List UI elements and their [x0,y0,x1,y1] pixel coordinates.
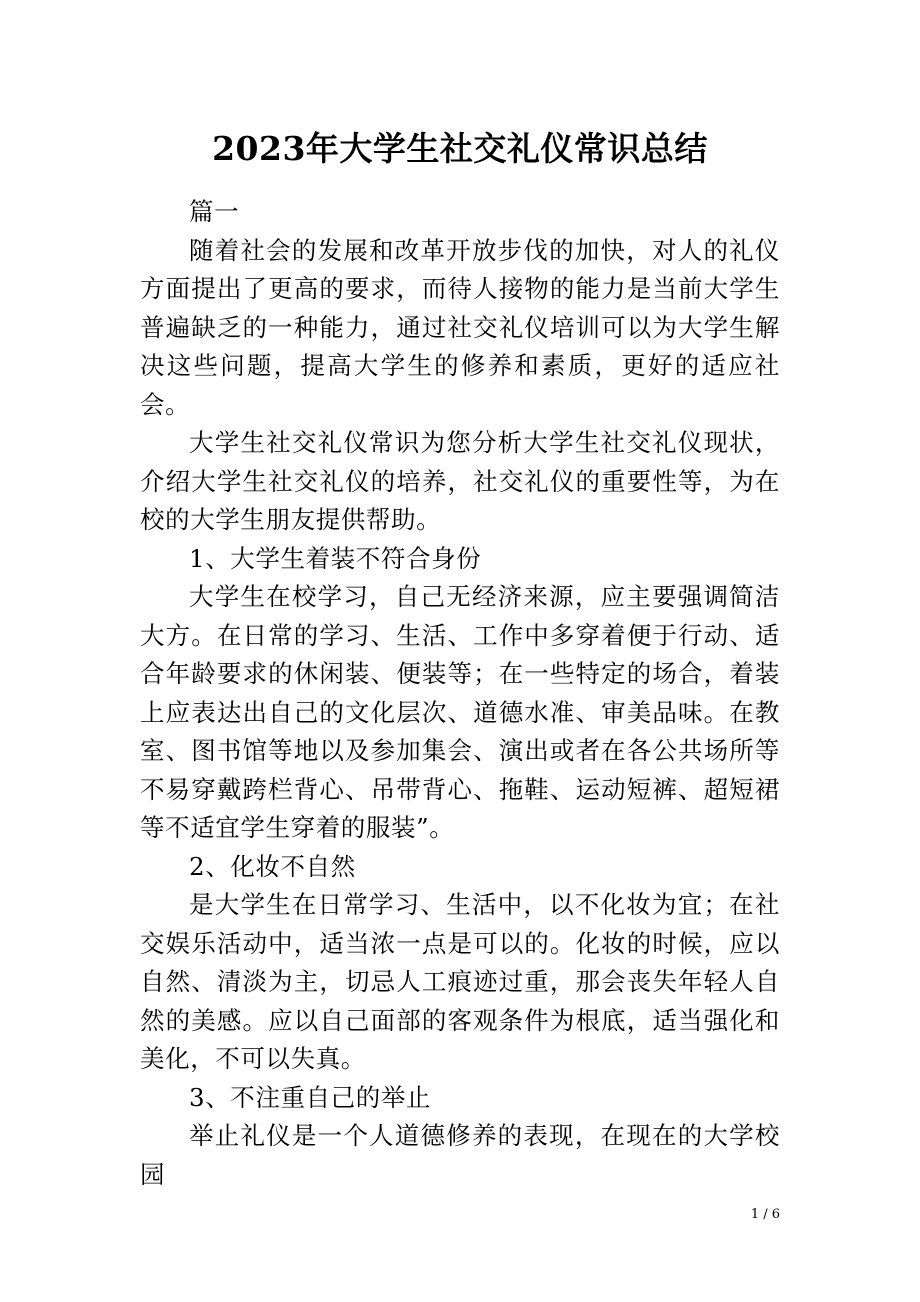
paragraph: 举止礼仪是一个人道德修养的表现，在现在的大学校园 [140,1121,780,1189]
section-heading: 1、大学生着装不符合身份 [189,543,482,573]
paragraph: 是大学生在日常学习、生活中，以不化妆为宜；在社交娱乐活动中，适当浓一点是可以的。化妆的时候，应以自然、清淡为主，切忌人工痕迹过重，那会丧失年轻人自然的美感。应以自己面部的客观条件为根底，适当强化和美化，不可以失真。 [140,890,780,1073]
paragraph: 随着社会的发展和改革开放步伐的加快，对人的礼仪方面提出了更高的要求，而待人接物的能力是当前大学生普遍缺乏的一种能力，通过社交礼仪培训可以为大学生解决这些问题，提高大学生的修养和素质，更好的适应社会。 [140,235,780,419]
document-body [140,193,780,1194]
paragraph: 大学生在校学习，自己无经济来源，应主要强调简洁大方。在日常的学习、生活、工作中多穿着便于行动、适合年龄要求的休闲装、便装等；在一些特定的场合，着装上应表达出自己的文化层次、道德水准、审美品味。在教室、图书馆等地以及参加集会、演出或者在各公共场所等不易穿戴跨栏背心、吊带背心、拖鞋、运动短裤、超短裙等不适宜学生穿着的服装”。 [140,582,780,842]
paragraph: 大学生社交礼仪常识为您分析大学生社交礼仪现状，介绍大学生社交礼仪的培养，社交礼仪的重要性等，为在校的大学生朋友提供帮助。 [140,428,780,534]
section-heading: 2、化妆不自然 [189,851,356,881]
section-heading: 3、不注重自己的举止 [189,1082,432,1112]
document-title: 2023年大学生社交礼仪常识总结 [212,129,708,168]
page-number: 1 / 6 [750,1207,780,1222]
section-label: 篇一 [189,197,240,226]
